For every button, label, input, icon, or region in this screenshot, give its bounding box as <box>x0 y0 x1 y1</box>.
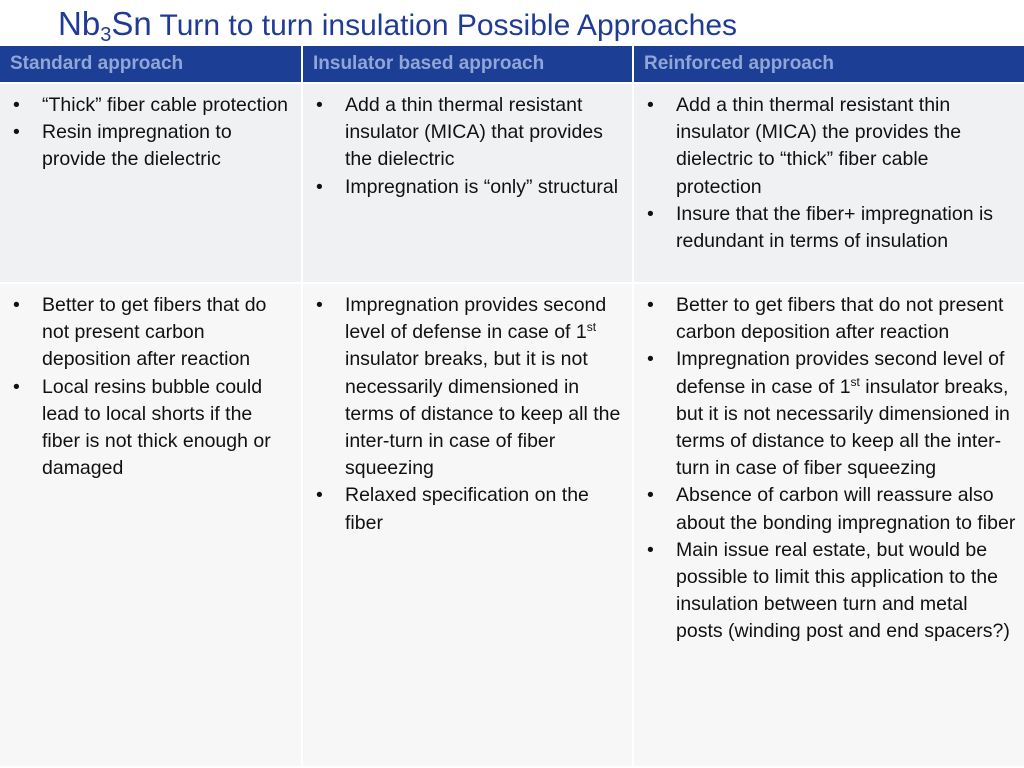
list-item: • Impregnation is “only” structural <box>303 174 626 201</box>
title-chem-element: Sn <box>111 5 152 42</box>
header-reinforced-approach: Reinforced approach <box>633 46 1024 83</box>
bullet-icon: • <box>647 202 654 225</box>
cell-standard-description <box>0 83 302 283</box>
bullet-icon: • <box>647 348 654 371</box>
bullet-icon: • <box>647 94 654 116</box>
list-item: • “Thick” fiber cable protection <box>0 92 295 119</box>
cell-reinforced-description <box>633 83 1024 283</box>
bullet-icon: • <box>647 484 654 507</box>
title-text: Turn to turn insulation Possible Approaches <box>151 9 738 42</box>
bullet-icon: • <box>316 294 323 316</box>
table-row-description <box>0 83 1024 283</box>
list-item: • Better to get fibers that do not present carbon deposition after reaction <box>647 294 1004 344</box>
bullet-icon: • <box>13 94 20 116</box>
approaches-table <box>0 46 1024 768</box>
cell-insulator-description <box>302 83 633 283</box>
cell-reinforced-considerations <box>633 283 1024 767</box>
list-item: • Resin impregnation to provide the dielectric <box>13 121 232 171</box>
list-item: • Relaxed specification on the fiber <box>316 484 589 534</box>
list-item: • Insure that the fiber+ impregnation is redundant in terms of insulation <box>647 202 994 253</box>
slide-title <box>58 4 1018 46</box>
list-item: • Impregnation provides second level of defense in case of 1st insulator breaks, but it is not necessarily dimensioned in terms of distance to keep all the inter-turn in case of fiber squeezing <box>316 294 621 480</box>
title-chem-subscript: 3 <box>100 24 112 46</box>
list-item: • Add a thin thermal resistant thin insulator (MICA) the provides the dielectric to “thick” fiber cable protection <box>647 94 962 198</box>
bullet-icon: • <box>647 294 654 316</box>
bullet-icon: • <box>316 175 323 198</box>
list-item: • Absence of carbon will reassure also about the bonding impregnation to fiber <box>647 484 1016 534</box>
list-item: • Impregnation provides second level of defense in case of 1st insulator breaks, but it is not necessarily dimensioned in terms of distance to keep all the inter-turn in case of fiber squeezing <box>647 348 1010 480</box>
bullet-icon: • <box>316 94 323 116</box>
bullet-icon: • <box>13 294 20 316</box>
list-item: • Local resins bubble could lead to local shorts if the fiber is not thick enough or damaged <box>13 375 271 480</box>
header-standard-approach: Standard approach <box>0 46 302 83</box>
list-item: • Main issue real estate, but would be possible to limit this application to the insulation between turn and metal posts (winding post and end spacers?) <box>647 538 1010 643</box>
bullet-icon: • <box>13 121 20 144</box>
bullet-icon: • <box>13 375 20 398</box>
table-row-considerations <box>0 283 1024 767</box>
header-insulator-approach: Insulator based approach <box>302 46 633 83</box>
list-item: • Better to get fibers that do not present carbon deposition after reaction <box>13 294 267 371</box>
bullet-icon: • <box>647 538 654 561</box>
cell-standard-considerations <box>0 283 302 767</box>
title-chem-prefix: Nb <box>58 5 101 42</box>
table-header-row <box>0 46 1024 83</box>
cell-insulator-considerations <box>302 283 633 767</box>
bullet-icon: • <box>316 484 323 507</box>
list-item: • Add a thin thermal resistant insulator (MICA) that provides the dielectric <box>316 94 603 171</box>
